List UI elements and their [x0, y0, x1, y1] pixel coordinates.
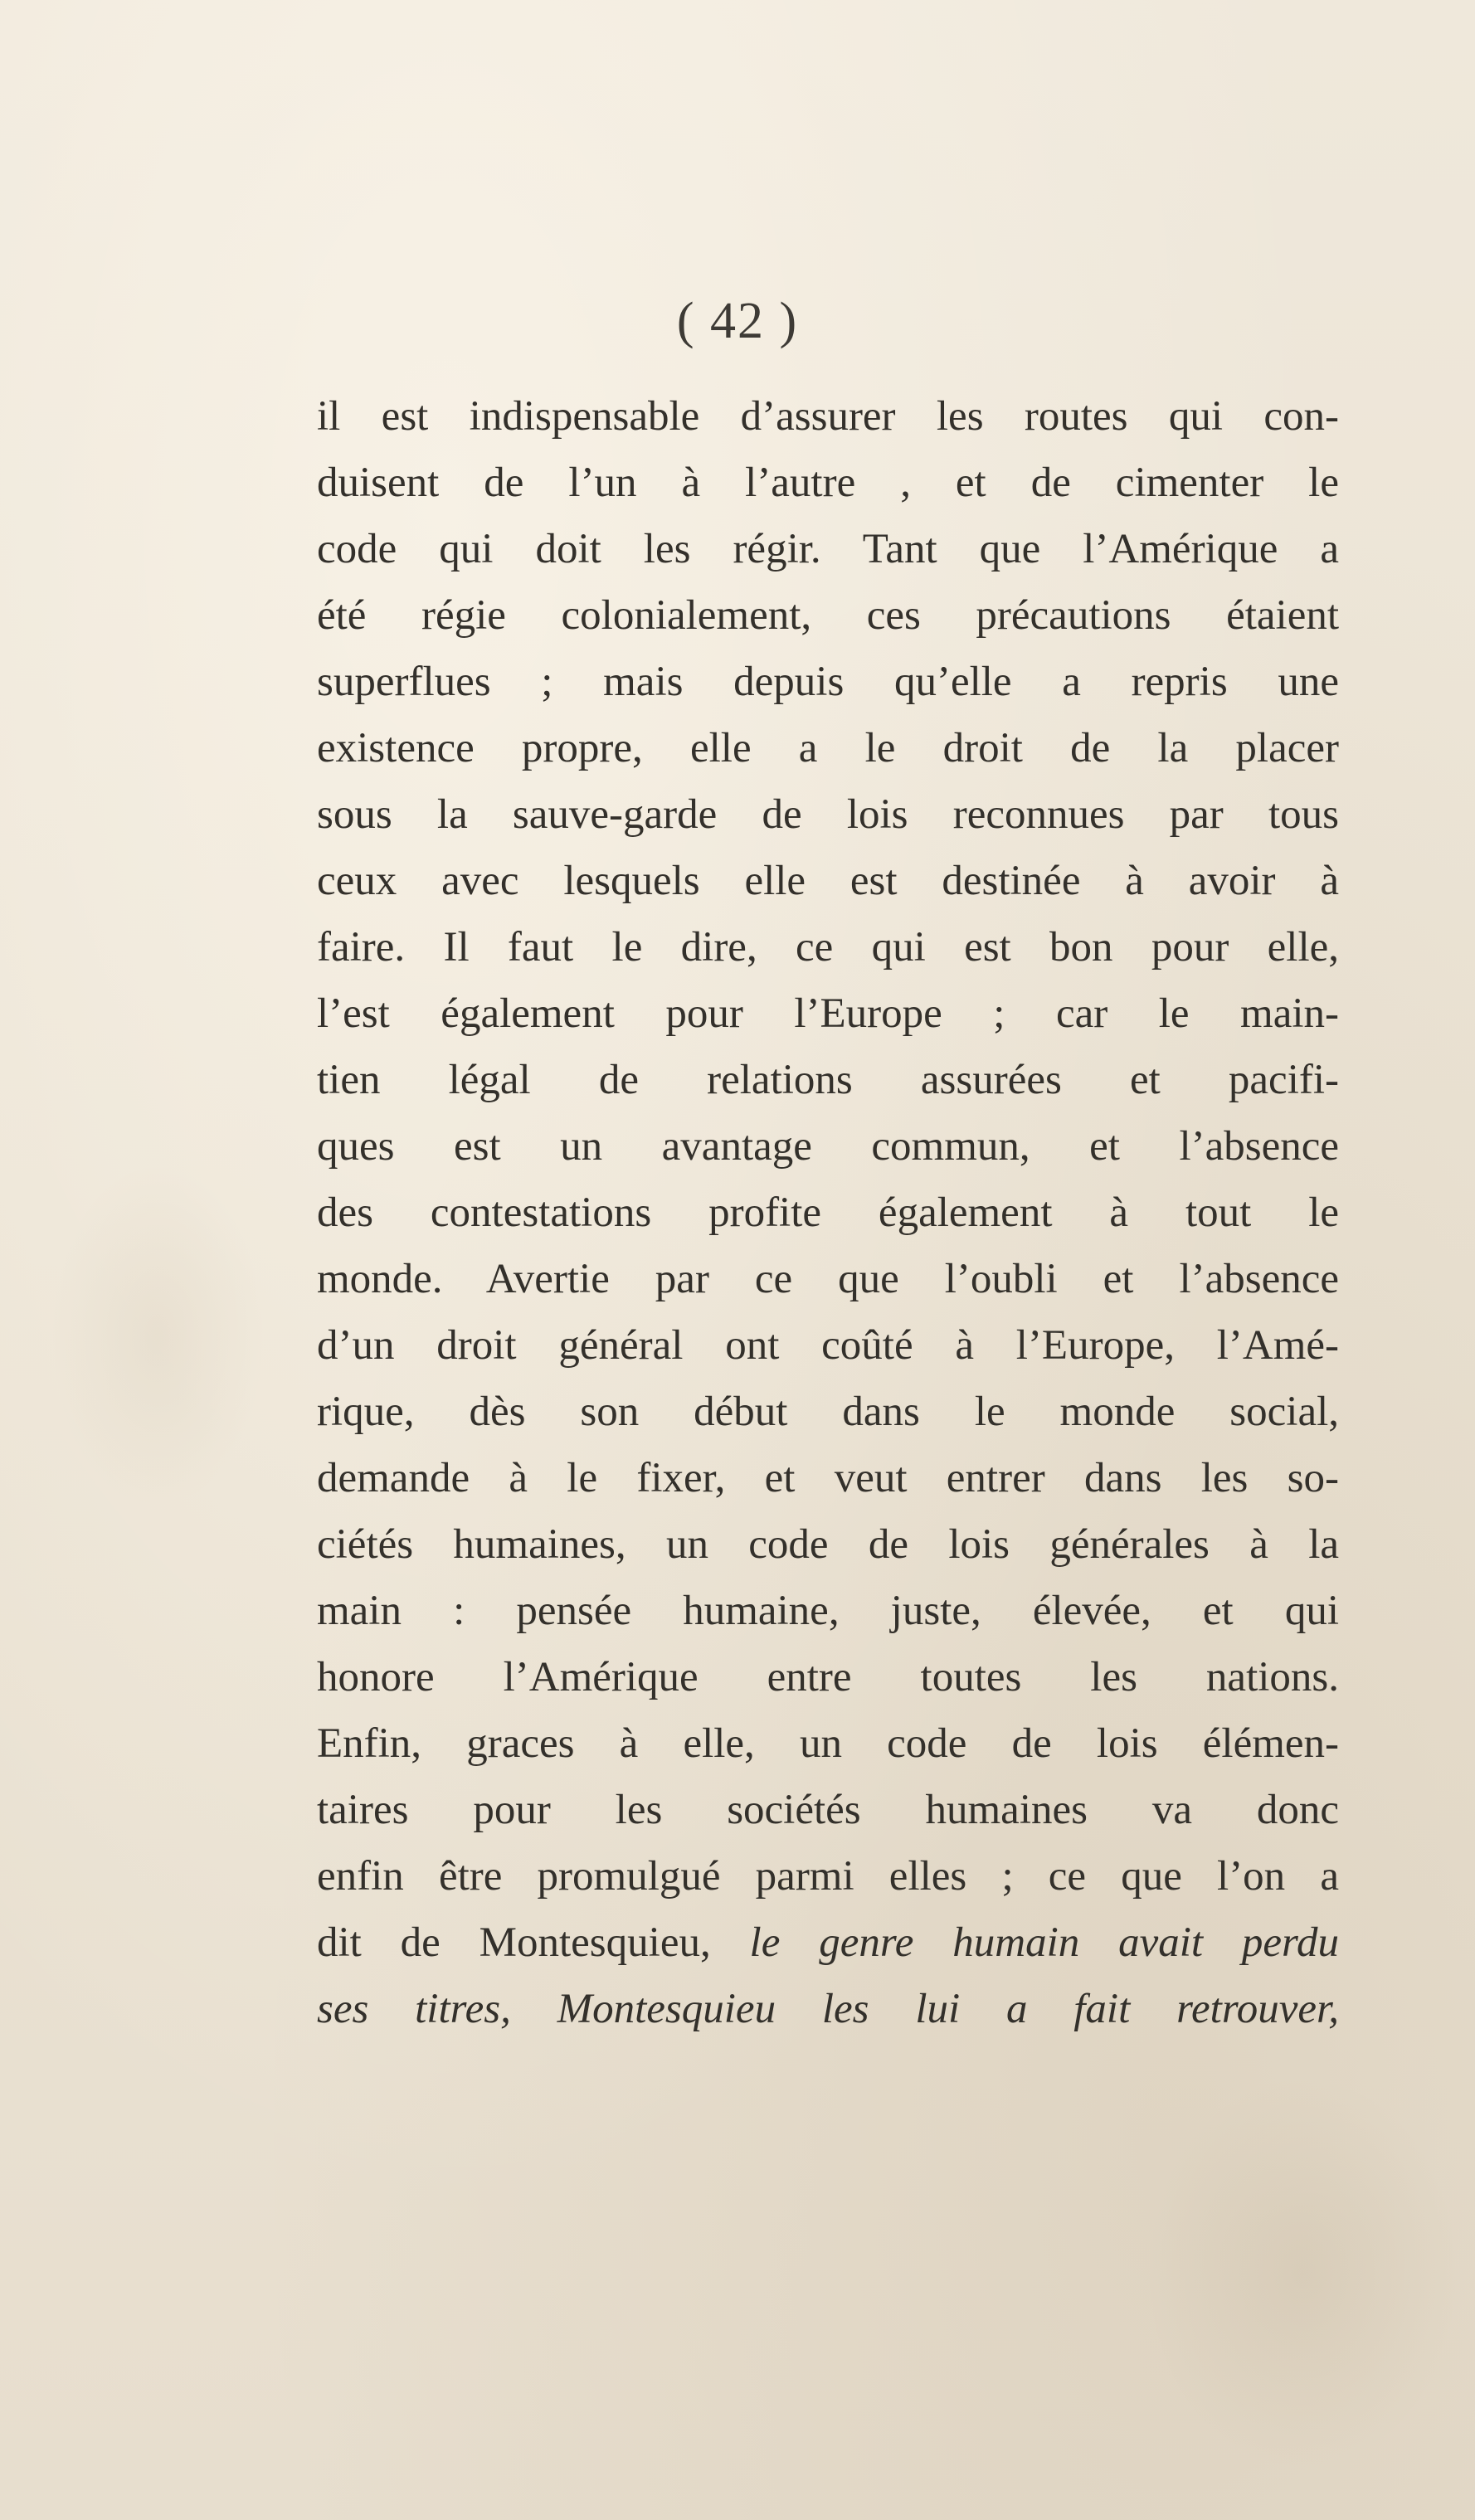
text-line: ceux avec lesquels elle est destinée à avoir à	[317, 858, 1339, 904]
text-line: rique, dès son début dans le monde social,	[317, 1389, 1339, 1435]
text-line-mixed	[317, 1909, 1339, 1976]
page-number: ( 42 )	[676, 293, 799, 349]
text-line: taires pour les sociétés humaines va donc	[317, 1787, 1339, 1833]
text-line: honore l’Amérique entre toutes les nations.	[317, 1654, 1339, 1700]
text-line: main : pensée humaine, juste, élevée, et qui	[317, 1588, 1339, 1634]
text-line: code qui doit les régir. Tant que l’Amérique a	[317, 526, 1339, 572]
text-line: faire. Il faut le dire, ce qui est bon pour elle,	[317, 924, 1339, 971]
text-line: ques est un avantage commun, et l’absence	[317, 1123, 1339, 1170]
text-line: tien légal de relations assurées et pacifi-	[317, 1057, 1339, 1103]
text-line: l’est également pour l’Europe ; car le main-	[317, 990, 1339, 1037]
paper-stain	[1145, 2074, 1460, 2472]
roman-segment: dit de Montesquieu,	[317, 1919, 750, 1966]
text-line: sous la sauve-garde de lois reconnues par tous	[317, 791, 1339, 838]
text-line: duisent de l’un à l’autre , et de cimenter le	[317, 460, 1339, 506]
paper-stain	[50, 1161, 265, 1510]
text-line-italic: ses titres, Montesquieu les lui a fait retrouver,	[317, 1986, 1339, 2032]
text-line: des contestations profite également à tout le	[317, 1189, 1339, 1236]
text-line: d’un droit général ont coûté à l’Europe, l’Amé-	[317, 1322, 1339, 1369]
text-line: il est indispensable d’assurer les routes qui con-	[317, 393, 1339, 440]
text-line: enfin être promulgué parmi elles ; ce que l’on a	[317, 1853, 1339, 1900]
text-line: monde. Avertie par ce que l’oubli et l’absence	[317, 1256, 1339, 1302]
text-line: ciétés humaines, un code de lois générales à la	[317, 1521, 1339, 1568]
text-line: superflues ; mais depuis qu’elle a repris une	[317, 659, 1339, 705]
body-text	[317, 383, 1339, 2042]
text-line: demande à le fixer, et veut entrer dans les so-	[317, 1455, 1339, 1501]
italic-segment: le genre humain avait perdu	[749, 1919, 1339, 1966]
text-line: Enfin, graces à elle, un code de lois élémen-	[317, 1720, 1339, 1767]
text-line: existence propre, elle a le droit de la placer	[317, 725, 1339, 771]
text-line: été régie colonialement, ces précautions étaient	[317, 592, 1339, 639]
